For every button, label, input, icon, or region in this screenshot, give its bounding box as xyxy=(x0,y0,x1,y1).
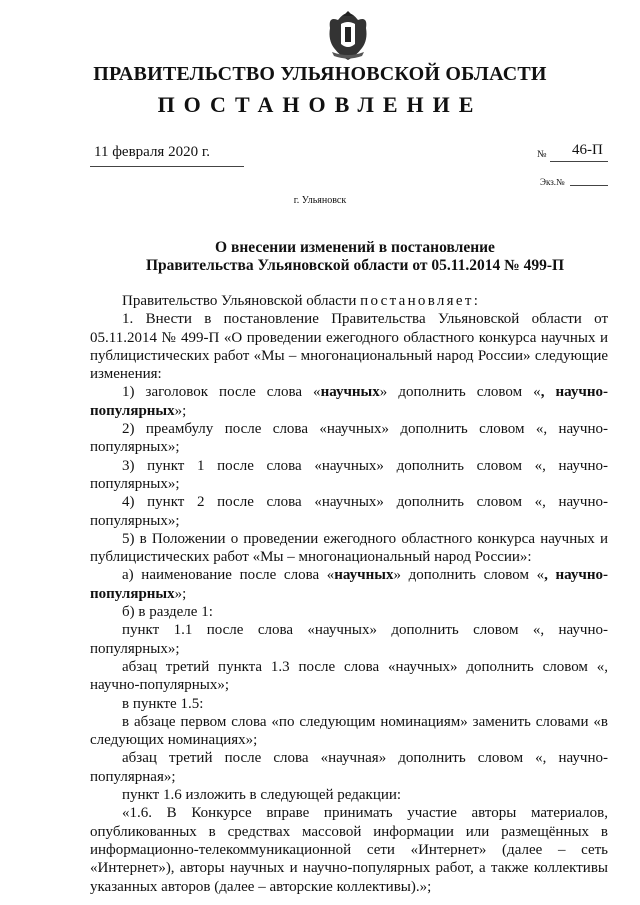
document-type: ПОСТАНОВЛЕНИЕ xyxy=(157,92,483,117)
date-underline xyxy=(90,166,244,167)
copy-number-label: Экз.№ xyxy=(540,177,565,187)
subitem-a-name: а) наименование после слова «научных» дополнить словом «, научно-популярных»; xyxy=(90,567,608,602)
item-4-point-2: 4) пункт 2 после слова «научных» дополнить словом «, научно-популярных»; xyxy=(90,494,608,529)
intro-paragraph: Правительство Ульяновской области постановляет: xyxy=(122,293,481,309)
number-underline xyxy=(550,161,608,162)
point-1-6-text: «1.6. В Конкурсе вправе принимать участие авторы материалов, опубликованных в средствах массовой информации или размещённых в информационно-телекоммуникационной сети «Интернет» (далее – сеть «Интернет»), авторы научных и научно-популярных работ, а также коллективы указанных авторов (далее – авторские коллективы).»; xyxy=(90,805,608,895)
title-line-2: Правительства Ульяновской области от 05.11.2014 № 499-П xyxy=(145,257,565,274)
point-1-5-first-paragraph: в абзаце первом слова «по следующим номинациям» заменить словами «в следующих номинациях»; xyxy=(90,713,608,749)
item-1-title: 1) заголовок после слова «научных» дополнить словом «, научно-популярных»; xyxy=(90,384,608,419)
title-line-1: О внесении изменений в постановление xyxy=(215,239,495,256)
resolves-word: постановляет: xyxy=(360,293,481,309)
document-number: 46-П xyxy=(572,142,603,158)
city-name: г. Ульяновск xyxy=(293,195,347,206)
item-3-point-1: 3) пункт 1 после слова «научных» дополнить словом «, научно-популярных»; xyxy=(90,457,608,492)
point-1-1: пункт 1.1 после слова «научных» дополнить словом «, научно-популярных»; xyxy=(90,622,608,657)
coat-of-arms-emblem xyxy=(326,10,370,62)
item-2-preamble: 2) преамбулу после слова «научных» дополнить словом «, научно-популярных»; xyxy=(90,421,608,456)
point-1-3-paragraph: абзац третий пункта 1.3 после слова «научных» дополнить словом «, научно-популярных»; xyxy=(90,658,608,694)
point-1-5-third-paragraph: абзац третий после слова «научная» дополнить словом «, научно-популярная»; xyxy=(90,750,608,785)
document-body xyxy=(90,292,608,896)
document-date: 11 февраля 2020 г. xyxy=(94,144,211,160)
item-5-regulation: 5) в Положении о проведении ежегодного областного конкурса научных и публицистических работ «Мы – многонациональный народ России»: xyxy=(90,530,608,566)
point-1-6-intro: пункт 1.6 изложить в следующей редакции: xyxy=(122,787,402,804)
government-name: ПРАВИТЕЛЬСТВО УЛЬЯНОВСКОЙ ОБЛАСТИ xyxy=(93,63,547,85)
subitem-b-section-1: б) в разделе 1: xyxy=(122,604,213,621)
document-title xyxy=(100,239,610,275)
point-1-5: в пункте 1.5: xyxy=(122,695,204,712)
copy-number-underline xyxy=(570,185,608,186)
paragraph-1: 1. Внести в постановление Правительства Ульяновской области от 05.11.2014 № 499-П «О проведении ежегодного областного конкурса научных и публицистических работ «Мы – многонациональный народ России» следующие изменения: xyxy=(90,311,608,383)
number-label: № xyxy=(537,149,547,160)
